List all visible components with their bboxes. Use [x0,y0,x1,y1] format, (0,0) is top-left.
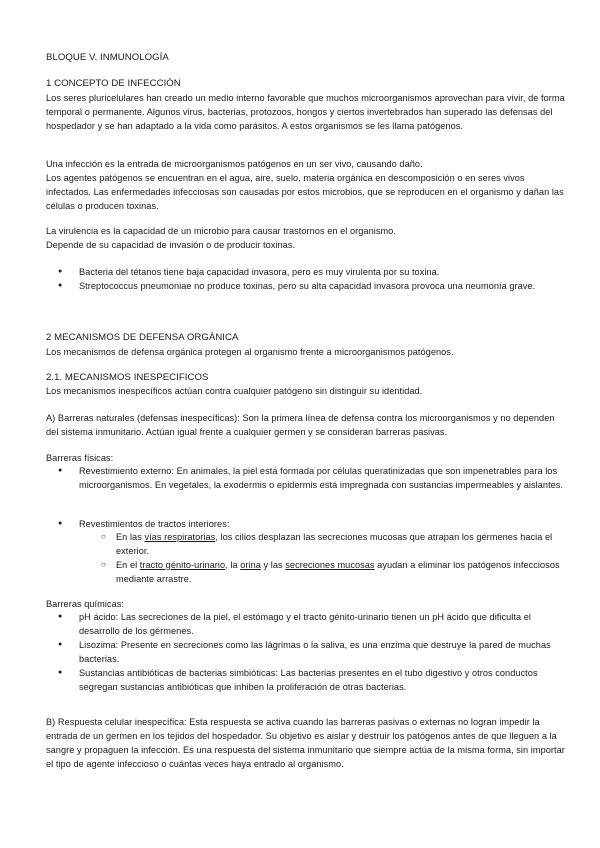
text-fragment: , los cilios desplazan las secreciones mucosas que atrapan los gérmenes hacia el exterior. [116,532,553,556]
text-fragment: y las [260,560,286,570]
pathogen-sources-paragraph: Los agentes patógenos se encuentran en el agua, aire, suelo, materia orgánica en descomposición o en seres vivos infectados. Las enfermedades infecciosas son causadas por estos microbios, que se reproducen en el organismo y dañan las células o producen toxinas. [46,173,564,211]
link-orina[interactable]: orina [240,560,261,570]
list-item: ● Streptococcus pneumoniae no produce toxinas, pero su alta capacidad invasora provoca una neumonía grave. [46,279,566,293]
list-item: ● Sustancias antibióticas de bacterias simbióticas: Las bacterias presentes en el tubo digestivo y otros conductos segregan sustancias antibióticas que inhiben la proliferación de otras bacterias. [46,666,566,694]
text-fragment: ayudan a eliminar los patógenos infecciosos mediante arrastre. [116,560,560,584]
text-fragment: , la [225,560,241,570]
infection-definition: Una infección es la entrada de microorganismos patógenos en un ser vivo, causando daño. [46,159,423,169]
sublist-item-respiratory [46,530,566,558]
list-item: ● Revestimientos de tractos interiores: [46,517,566,531]
text-fragment: En las [116,532,145,542]
chemical-barriers-label: Barreras químicas: [46,599,124,609]
virulence-depends: Depende de su capacidad de invasión o de producir toxinas. [46,240,296,250]
cellular-response-paragraph: B) Respuesta celular inespecífica: Esta respuesta se activa cuando las barreras pasivas o externas no logran impedir la entrada de un germen en los tejidos del hospedador. Su objetivo es aislar y destruir los patógenos antes de que lleguen a la sangre y propaguen la infección. Es una respuesta del sistema inmunitario que siempre actúa de la misma forma, sin importar el tipo de agente infeccioso o cuántas veces haya entrado al organismo. [46,717,565,769]
natural-barriers-paragraph: A) Barreras naturales (defensas inespecíficas): Son la primera línea de defensa contra los microorganismos y no dependen del sistema inmunitario. Actúan igual frente a cualquier germen y se consideran barreras pasivas. [46,413,555,437]
interior-tracts-sublist [46,530,566,586]
subsection-2-1-intro: Los mecanismos inespecíficos actúan contra cualquier patógeno sin distinguir su identidad. [46,386,423,396]
virulence-examples-list [46,265,566,293]
physical-barriers-label: Barreras físicas: [46,453,114,463]
physical-barriers-list [46,464,566,492]
subsection-2-1-heading: 2.1. MECANISMOS INESPECIFICOS [46,372,209,383]
section-1-heading: 1 CONCEPTO DE INFECCIÓN [46,78,181,89]
chemical-barriers-list [46,610,566,694]
list-item: ● Bacteria del tétanos tiene baja capacidad invasora, pero es muy virulenta por su toxina. [46,265,566,279]
list-item: ● Revestimiento externo: En animales, la piel está formada por células queratinizadas que son impenetrables para los microorganismos. En vegetales, la exodermis o epidermis está impregnada con sustancias impermeables y aislantes. [46,464,566,492]
section-2-heading: 2 MECANISMOS DE DEFENSA ORGÁNICA [46,332,239,343]
section-2-intro: Los mecanismos de defensa orgánica protegen al organismo frente a microorganismos patógenos. [46,347,454,357]
virulence-definition: La virulencia es la capacidad de un microbio para causar trastornos en el organismo. [46,226,396,236]
interior-tracts-list [46,517,566,531]
link-vias-respiratorias[interactable]: vías respiratorias [144,532,216,542]
list-item: ● Lisozima: Presente en secreciones como las lágrimas o la saliva, es una enzima que destruye la pared de muchas bacterias. [46,638,566,666]
bloque-title: BLOQUE V. INMUNOLOGÍA [46,52,169,63]
list-item: ● pH ácido: Las secreciones de la piel, el estómago y el tracto génito-urinario tienen un pH ácido que dificulta el desarrollo de los gérmenes. [46,610,566,638]
section-1-paragraph-1: Los seres pluricelulares han creado un medio interno favorable que muchos microorganismos aprovechan para vivir, de forma temporal o permanente. Algunos virus, bacterias, protozoos, hongos y ciertos invertebrados han superado las defensas del hospedador y se han adaptado a la vida como parásitos. A estos organismos se les llama patógenos. [46,93,565,131]
text-fragment: En el [116,560,140,570]
sublist-item-genitourinary [46,558,566,586]
link-secreciones-mucosas[interactable]: secreciones mucosas [285,560,375,570]
link-tracto-genito-urinario[interactable]: tracto génito-urinario [139,560,226,570]
